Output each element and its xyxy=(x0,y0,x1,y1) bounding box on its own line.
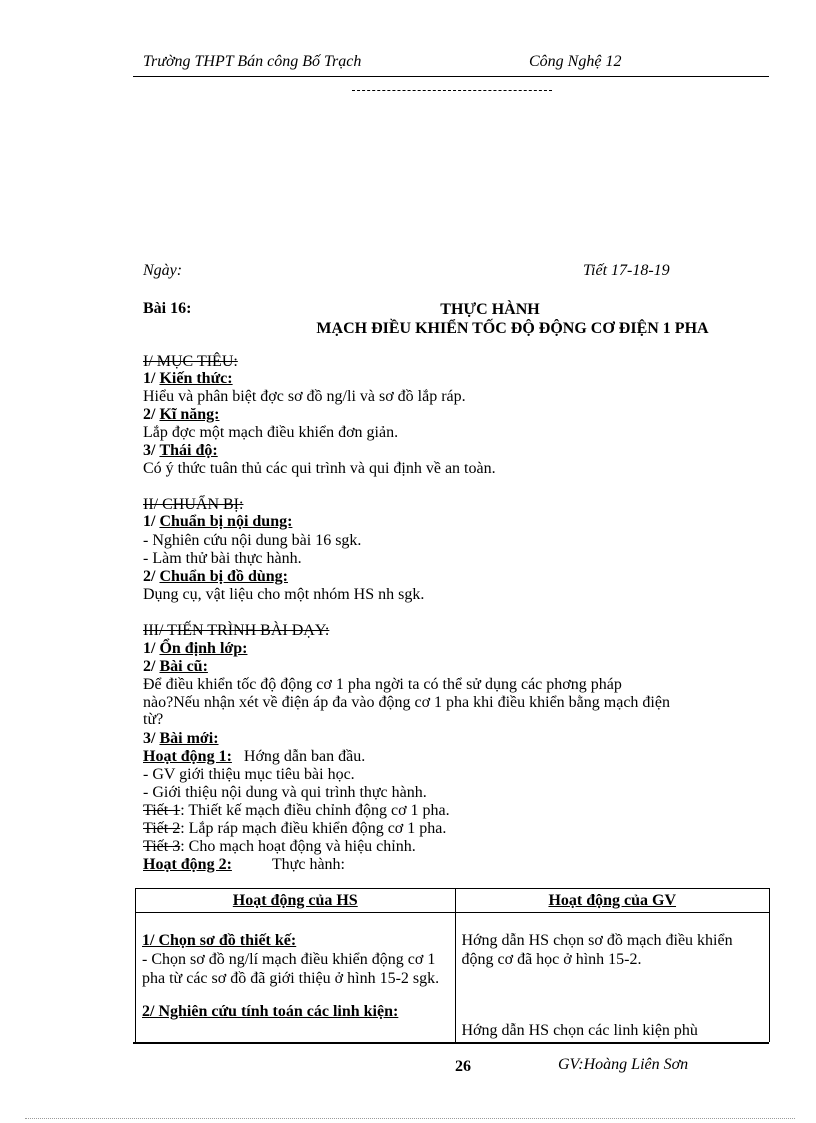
header-school: Trường THPT Bán công Bố Trạch xyxy=(143,53,362,70)
question-line-2: nào?Nếu nhận xét về điện áp đa vào động cơ 1 pha khi điều khiển bằng mạch điện xyxy=(143,694,670,711)
period-2-label: Tiết 2 xyxy=(143,820,181,837)
activity-1-line xyxy=(143,748,365,765)
skill-num: 2/ xyxy=(143,406,156,423)
question-line-1: Để điều khiển tốc độ động cơ 1 pha ngời ta có thể sử dụng các phơng pháp xyxy=(143,676,622,693)
row-hs-text: - Chọn sơ đồ ng/lí mạch điều khiển động cơ 1 pha từ các sơ đồ đã giới thiệu ở hình 15-2 sgk. xyxy=(142,951,440,987)
new-lesson-heading xyxy=(143,730,219,747)
date-label: Ngày: xyxy=(143,262,183,279)
header-subject: Công Nghệ 12 xyxy=(529,53,622,70)
section1-attitude-heading xyxy=(143,442,218,459)
period-2-text: : Lắp ráp mạch điều khiển động cơ 1 pha. xyxy=(180,820,447,837)
old-lesson-num: 2/ xyxy=(143,658,156,675)
prep-content-title: Chuẩn bị nội dung: xyxy=(159,513,293,530)
knowledge-title: Kiến thức: xyxy=(159,370,233,387)
section1-knowledge-heading xyxy=(143,370,233,387)
period-3-text: : Cho mạch hoạt động và hiệu chỉnh. xyxy=(180,838,416,855)
col-hs-label: Hoạt động của HS xyxy=(232,892,358,909)
lesson-title-2: MẠCH ĐIỀU KHIỂN TỐC ĐỘ ĐỘNG CƠ ĐIỆN 1 PHA xyxy=(316,320,709,337)
period-1-label: Tiết 1 xyxy=(143,802,181,819)
section2-heading-text: II/ CHUẨN BỊ: xyxy=(143,496,244,513)
class-order-num: 1/ xyxy=(143,640,156,657)
table-cell-gv xyxy=(455,913,770,1043)
row2-hs-title: 2/ Nghiên cứu tính toán các linh kiện: xyxy=(142,1003,399,1020)
activity-2-line xyxy=(143,856,345,873)
period-2-line xyxy=(143,820,446,837)
section3-heading xyxy=(143,622,329,639)
knowledge-text: Hiểu và phân biệt đợc sơ đồ ng/li và sơ đồ lắp ráp. xyxy=(143,388,466,405)
new-lesson-num: 3/ xyxy=(143,730,156,747)
prep-content-line-2: - Làm thử bài thực hành. xyxy=(143,550,302,567)
section1-heading-text: I/ MỤC TIÊU: xyxy=(143,353,238,370)
new-lesson-title: Bài mới: xyxy=(159,730,219,747)
activity-1-label: Hoạt động 1: xyxy=(143,748,232,765)
table-header-hs xyxy=(136,889,456,913)
activities-table xyxy=(135,888,770,1042)
row-gv-text: Hớng dẫn HS chọn sơ đồ mạch điều khiển động cơ đã học ở hình 15-2. xyxy=(461,932,733,968)
lesson-title-1: THỰC HÀNH xyxy=(440,301,540,318)
section2-heading xyxy=(143,496,243,513)
knowledge-num: 1/ xyxy=(143,370,156,387)
row-hs-title: 1/ Chọn sơ đồ thiết kế: xyxy=(142,932,297,949)
period-label: Tiết 17-18-19 xyxy=(583,262,670,279)
attitude-text: Có ý thức tuân thủ các qui trình và qui định về an toàn. xyxy=(143,460,496,477)
period-3-line xyxy=(143,838,416,855)
attitude-num: 3/ xyxy=(143,442,156,459)
old-lesson-heading xyxy=(143,658,208,675)
section3-heading-text: III/ TIẾN TRÌNH BÀI DẠY: xyxy=(143,622,330,639)
lesson-number: Bài 16: xyxy=(143,300,192,317)
period-3-label: Tiết 3 xyxy=(143,838,181,855)
old-lesson-title: Bài cũ: xyxy=(159,658,208,675)
activity-1-item-1: - GV giới thiệu mục tiêu bài học. xyxy=(143,766,355,783)
period-1-text: : Thiết kế mạch điều chỉnh động cơ 1 pha. xyxy=(180,802,450,819)
activity-1-item-2: - Giới thiệu nội dung và qui trình thực hành. xyxy=(143,784,427,801)
period-1-line xyxy=(143,802,450,819)
prep-content-heading xyxy=(143,513,292,530)
page-number: 26 xyxy=(455,1058,471,1075)
skill-title: Kĩ năng: xyxy=(159,406,220,423)
table-header-row xyxy=(136,889,770,913)
class-order-heading xyxy=(143,640,247,657)
activity-1-text: Hớng dẫn ban đầu. xyxy=(243,748,366,765)
prep-tools-heading xyxy=(143,568,288,585)
header-rule xyxy=(133,76,769,77)
page-bottom-dots xyxy=(25,1118,795,1119)
prep-tools-num: 2/ xyxy=(143,568,156,585)
attitude-title: Thái độ: xyxy=(159,442,218,459)
row2-gv-text: Hớng dẫn HS chọn các linh kiện phù xyxy=(461,1022,698,1039)
activity-2-text: Thực hành: xyxy=(271,856,345,873)
skill-text: Lắp đợc một mạch điều khiển đơn giản. xyxy=(143,424,399,441)
table-row xyxy=(136,913,770,1043)
table-cell-hs xyxy=(136,913,456,1043)
class-order-title: Ổn định lớp: xyxy=(159,640,248,657)
prep-content-num: 1/ xyxy=(143,513,156,530)
footer-rule xyxy=(133,1042,769,1044)
header-dashes xyxy=(352,90,552,91)
activity-2-label: Hoạt động 2: xyxy=(143,856,232,873)
section1-skill-heading xyxy=(143,406,219,423)
table-header-gv xyxy=(455,889,770,913)
col-gv-label: Hoạt động của GV xyxy=(548,892,677,909)
prep-tools-text: Dụng cụ, vật liệu cho một nhóm HS nh sgk. xyxy=(143,586,425,603)
section1-heading xyxy=(143,353,238,370)
prep-tools-title: Chuẩn bị đồ dùng: xyxy=(159,568,288,585)
prep-content-line-1: - Nghiên cứu nội dung bài 16 sgk. xyxy=(143,532,362,549)
question-line-3: từ? xyxy=(143,711,164,728)
teacher-name: GV:Hoàng Liên Sơn xyxy=(558,1056,689,1073)
